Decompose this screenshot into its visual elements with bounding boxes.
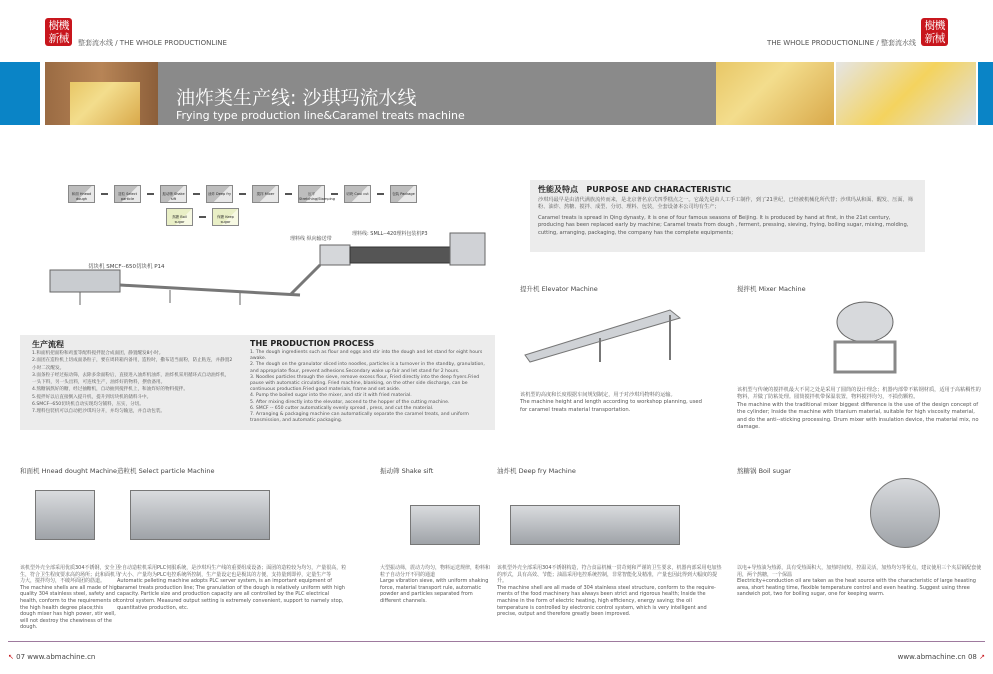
process-en-step: 5. After mixing directly into the elevator, ascend to the hopper of the cutting machine. bbox=[250, 399, 450, 405]
banner-title-cn: 油炸类生产线: 沙琪玛流水线 bbox=[176, 87, 417, 109]
machine-text bbox=[380, 565, 490, 605]
caramel-photo bbox=[716, 62, 834, 125]
mixer-text-en: The machine with the traditional mixer biggest difference is the use of the design concept of the cylinder; Inside the machine with titanium material, suitable for high viscosity material, and do the anti--sticking processing. Drum mixer with insulation device, the material mix, no damage. bbox=[737, 401, 979, 431]
section-title-right: THE WHOLE PRODUCTIONLINE / 整套流水线 bbox=[767, 39, 916, 47]
flow-connector bbox=[147, 193, 154, 195]
flow-step: 包装 Package bbox=[390, 185, 417, 203]
machine-text-cn: 该机型外壳全部采用304不锈钢构造，符合食品机械一贯苛刻和严谨的卫生要求，机器内部采用电加热的形式，具有高效、节能；油温采用电控系统控制，非常智能化及精准，产量也因此得到大幅度的提升。 bbox=[497, 565, 722, 585]
process-cn-step: 4.熬糖锅熬好的糖，经过抽糖机，自动抽到搅拌机上，和油炸好的物料搅拌。 bbox=[32, 387, 188, 393]
machine-text-cn: 大型振动筛，震动力均匀，物料运送规律，粉料和粒子自动分开不同的通道 bbox=[380, 565, 491, 578]
machine-label: 造粒机 Select particle Machine bbox=[117, 467, 215, 475]
process-cn-step: 7.理料包装机可以自动把沙琪玛分开，并均匀输送，并自动包装。 bbox=[32, 409, 166, 415]
machine-text-cn: 以电+导热油为热源，具有受热面积大，加热时间短，控温灵活，加热均匀等优点，建议使用三个夹层锅配套使用，两个熬糖，一个保温 bbox=[737, 565, 982, 578]
machine-text-en: The machine shell are all made of 304 stainless steel structure, conform to the require-ments of the food machinery has always been strict and rigorous health; Inside the machine in the form of electric heating, high efficiency, energy saving; the oil temperature is controlled by electronic control system, which is very intelligent and precise, output and therefore greatly been improved. bbox=[497, 584, 716, 618]
elevator-text-cn: 该机型的高度和长度根据车间规划制定，用于对沙琪玛物料的运输。 bbox=[520, 392, 676, 398]
blue-strip bbox=[0, 62, 40, 125]
machine-image bbox=[870, 478, 940, 548]
mixer-text-cn: 该机型与传统的搅拌机最大不同之处是采用了圆筒的设计理念；机器内部带不粘钢材质，适用于高粘稠性的物料，并做了防粘处理。圆筒搅拌机带保温装置，物料搅拌均匀，不损伤颗粒。 bbox=[737, 387, 981, 401]
flow-connector bbox=[101, 193, 108, 195]
logo-right: 樹機 新械 bbox=[921, 18, 948, 46]
machine-image bbox=[410, 505, 480, 545]
process-en-step: 3. Noodles particles through the sieve, remove excess flour, Fried directly into the deep fryers.Fried pause with automatic circulating. Fried machine, blanking, on the other side discharge, can be continuous production.Fried good materials, frame and set aside. bbox=[250, 374, 480, 393]
process-cn-step: 5.搅拌好以后直接倒入提升机，提升到切块机的储料斗中。 bbox=[32, 394, 152, 400]
flow-connector bbox=[285, 193, 292, 195]
flow-step: 搅拌 Mixer bbox=[252, 185, 279, 203]
cutter-label: 切块机 SMCF--650切块机 P14 bbox=[88, 264, 165, 270]
process-en-step: 1. The dough ingredients such as flour and eggs and stir into the dough and let stand for eight hours awake. bbox=[250, 350, 483, 362]
purpose-title-cn: 性能及特点 bbox=[538, 185, 578, 194]
flow-step: 造粒 Select particle bbox=[114, 185, 141, 203]
process-cn-step: 3.面条粒子经过振动筛，去除多余面粉后，直接进入油炸机油炸，油炸机采用循环式自动油炸机，一头下料，另一头出料，可连续生产，油炸好的物料，摆放备用。 bbox=[32, 372, 230, 386]
footer-url-right[interactable]: www.abmachine.cn bbox=[897, 653, 966, 661]
logo: 樹機 新械 bbox=[45, 18, 72, 46]
flow-connector bbox=[199, 216, 206, 218]
process-en-step: 6. SMCF -- 650 cutter automatically evenly spread , press, and cut the material. bbox=[250, 405, 434, 411]
flow-step-sugar: 熬糖 Boil sugar bbox=[166, 208, 193, 226]
flow-step: 压平 Stretching/Stamping bbox=[298, 185, 325, 203]
flow-connector bbox=[193, 193, 200, 195]
machine-text bbox=[117, 565, 347, 611]
packer-label: 理料线: SMLL--420理料包装机P3 bbox=[352, 231, 428, 237]
machine-text-en: Electricity+conduction oil are taken as the heat source with the characteristic of large heasting area, short heating time, flexible temperature control and even heating. Suggest using three sandwich pot, two for boiling sugar, one for keeping warm. bbox=[737, 578, 976, 598]
page-number-left: 07 bbox=[16, 653, 26, 661]
footer-url-left[interactable]: www.abmachine.cn bbox=[27, 653, 96, 661]
elevator-image bbox=[520, 300, 700, 365]
process-en-step: 2. The dough on the granulator sliced into noodles, particles is a turnover in the standby, granulation, and appropriate flour, prevent adhesions.Secondary wake up fair and let stand for 2 hours. bbox=[250, 362, 485, 374]
mixer-image bbox=[820, 292, 910, 382]
machine-label: 振动筛 Shake sift bbox=[380, 467, 434, 475]
footer-left: ↖ 07 www.abmachine.cn bbox=[8, 653, 96, 661]
process-cn-title: 生产流程 bbox=[32, 340, 64, 349]
flow-step: 切块 Cool cut bbox=[344, 185, 371, 203]
purpose-title-en: PURPOSE AND CHARACTERISTIC bbox=[586, 185, 731, 194]
machine-text bbox=[737, 565, 987, 598]
purpose-text-cn: 沙琪玛最早是由清代满族流传而来，是北京著名京式四季糕点之一。它最先是由人工手工制作，到了21世纪，已经被机械化所代替；沙琪玛从和面、醒发、压面、筛粉、油炸、熬糖、搅拌、成型、分切、理料、包装，全套设备本公司均有生产； bbox=[538, 197, 913, 211]
process-en-step: 4. Pump the boiled sugar into the mixer, and stir it with fried material. bbox=[250, 393, 412, 399]
machine-text-en: The machine shells are all made of high quality 304 stainless steel, safety and health, conform to the requirements of the high health degree place;this dough mixer has high power, stir well, will not destroy the chewiness of the dough. bbox=[20, 584, 120, 631]
machine-label: 和面机 Hnead dought Machine bbox=[20, 467, 118, 475]
elevator-text-en: The machine height and length according to workshop planning, used for caramel treats material transportation. bbox=[520, 399, 702, 413]
process-en-title: THE PRODUCTION PROCESS bbox=[250, 339, 375, 348]
elevator-label: 提升机 Elevator Machine bbox=[520, 285, 598, 293]
machine-image bbox=[130, 490, 270, 540]
flow-connector bbox=[239, 193, 246, 195]
flow-step: 振动筛 Shake sift bbox=[160, 185, 187, 203]
page-number-right: 08 bbox=[967, 653, 977, 661]
process-cn-step: 2.面团在造粒机上切成面条粒子，要在周转箱内备用，造粒时，撒布适当面粉，防止粘连，并静置2小时二次醒发。 bbox=[32, 358, 233, 371]
blue-strip-right bbox=[978, 62, 993, 125]
machine-label: 油炸机 Deep fry Machine bbox=[497, 467, 576, 475]
conveyor-label: 理料线 纵向输送带 bbox=[290, 236, 332, 242]
banner bbox=[158, 62, 716, 125]
purpose-text-en: Caramel treats is spread in Qing dynasty, it is one of four famous seasons of Beijing. It is produced by hand at first, in the 21st century, producing has been replaced early by machine; Caramel treats from dough , ferment, pressing, sieving, frying, boiling sugar, mixing, molding, cutting, arranging, packaging, the company has the complete equipments; bbox=[538, 214, 909, 236]
footer-right: www.abmachine.cn 08 ↗ bbox=[897, 653, 985, 661]
flow-step: 和面 Hnead dough bbox=[68, 185, 95, 203]
flow-main bbox=[68, 185, 417, 203]
process-en-box bbox=[245, 335, 495, 430]
flow-step-sugar: 保糖 Keep sugar bbox=[212, 208, 239, 226]
package-photo bbox=[836, 62, 976, 125]
flow-connector bbox=[331, 193, 338, 195]
footer-line bbox=[8, 641, 985, 642]
machine-label: 熬糖锅 Boil sugar bbox=[737, 467, 791, 475]
machine-text-en: Large vibration sieve, with uniform shaking force, material transport rule, automatic powder and particles separated from different channels. bbox=[380, 578, 489, 604]
machine-image bbox=[510, 505, 680, 545]
section-title-left: 整套流水线 / THE WHOLE PRODUCTIONLINE bbox=[78, 39, 227, 47]
flow-connector bbox=[377, 193, 384, 195]
machine-text-en: Automatic pelleting machine adopts PLC server system, is an important equipment of caramel treats production line; The granulation of the dough is relatively uniform with high capacity. Particle size and production capacity are all controlled by the PLC electrical control system. Measured output setting is extremely convenient, support to namely stop, quantitative production, etc. bbox=[117, 578, 345, 611]
flow-sugar bbox=[166, 208, 239, 226]
purpose-box bbox=[530, 180, 925, 252]
flow-step: 油炸 Deep fry bbox=[206, 185, 233, 203]
banner-title-en: Frying type production line&Caramel treats machine bbox=[176, 109, 465, 122]
machine-text-cn: 全自动造粒机采用PLC伺服系统，是沙琪玛生产线的重要组成设备；面团的造粒较为均匀，产量很高，粒子大小、产量均为PLC电控系统所控制，生产量设定也是极其的方便，支持量到即停，定量生产等 bbox=[117, 565, 347, 578]
process-en-step: 7. Arranging & packaging machine can automatically separate the caramel treats, and uniform transmission, and automatic packaging. bbox=[250, 412, 469, 424]
machine-text bbox=[497, 565, 722, 618]
machine-image bbox=[35, 490, 95, 540]
process-cn-step: 1.和面机把面粉和鸡蛋等配料搅拌混合成面团，静置醒发8小时。 bbox=[32, 351, 164, 356]
machine-text bbox=[20, 565, 120, 631]
mixer-label: 搅拌机 Mixer Machine bbox=[737, 285, 806, 293]
process-cn-box bbox=[20, 335, 245, 430]
process-cn-step: 6.SMCF--650切块机自动实现均匀铺料，压实，分切。 bbox=[32, 402, 144, 408]
banner-photo bbox=[45, 62, 158, 125]
machine-text-cn: 该机型外壳全部采用优质304不锈钢，安全卫生，符合卫生程度要求高的场所；此和面机马力大，搅拌均匀，不破坏面团的筋道。 bbox=[20, 565, 121, 585]
production-line-drawing bbox=[20, 225, 490, 325]
